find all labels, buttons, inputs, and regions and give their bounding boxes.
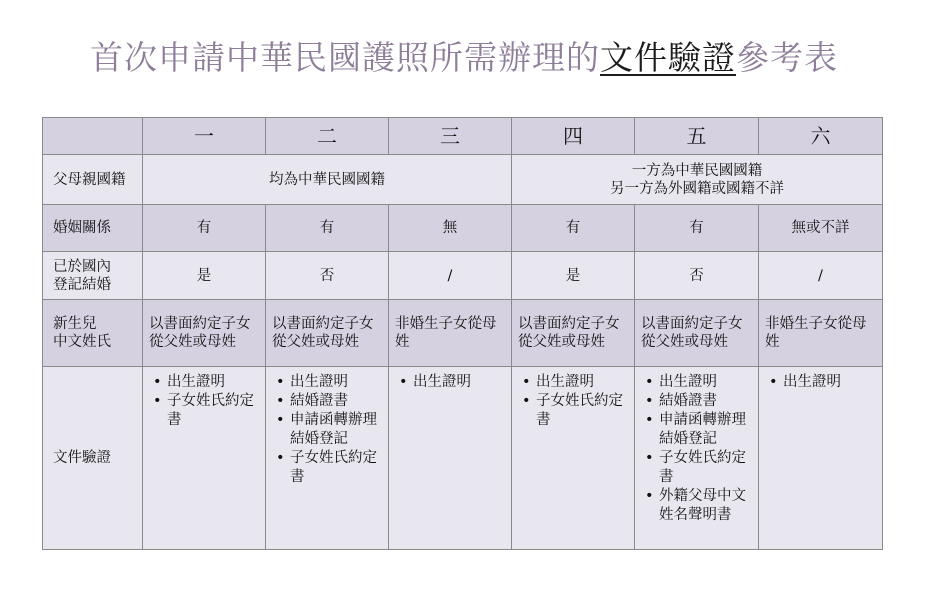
column-header-2: 二 — [266, 118, 389, 155]
table-row-parent-nationality — [43, 155, 883, 205]
nationality-group-b-line1: 一方為中華民國國籍 — [631, 162, 763, 179]
marriage-cell: 有 — [266, 205, 389, 252]
registered-cell: / — [389, 252, 512, 300]
document-item: • 外籍父母中文姓名聲明書 — [659, 487, 752, 525]
corner-cell — [43, 118, 143, 155]
document-item: • 出生證明 — [413, 373, 505, 392]
marriage-cell: 有 — [635, 205, 759, 252]
marriage-cell: 有 — [143, 205, 266, 252]
marriage-cell: 有 — [512, 205, 635, 252]
document-item: • 結婚證書 — [659, 392, 752, 411]
table-row-child-name — [43, 300, 883, 367]
page-title — [0, 36, 928, 80]
document-item: • 申請函轉辦理結婚登記 — [659, 411, 752, 449]
row-label-child-name-line1: 新生兒 — [53, 316, 97, 332]
marriage-cell: 無或不詳 — [759, 205, 883, 252]
row-label-child-name — [43, 300, 143, 367]
row-label-marriage: 婚姻關係 — [43, 205, 143, 252]
column-header-5: 五 — [635, 118, 759, 155]
child-name-cell: 以書面約定子女從父姓或母姓 — [143, 300, 266, 367]
row-label-documents: 文件驗證 — [43, 367, 143, 550]
document-list — [149, 373, 259, 430]
nationality-group-b — [512, 155, 883, 205]
nationality-group-b-line2: 另一方為外國籍或國籍不詳 — [610, 180, 784, 197]
documents-cell — [143, 367, 266, 550]
row-label-registered — [43, 252, 143, 300]
title-suffix: 參考表 — [736, 38, 838, 77]
row-label-parent-nationality: 父母親國籍 — [43, 155, 143, 205]
table-row-marriage — [43, 205, 883, 252]
column-header-6: 六 — [759, 118, 883, 155]
document-item: • 子女姓氏約定書 — [290, 449, 382, 487]
child-name-cell: 非婚生子女從母姓 — [759, 300, 883, 367]
registered-cell: 否 — [635, 252, 759, 300]
document-list — [518, 373, 628, 430]
row-label-child-name-line2: 中文姓氏 — [53, 334, 111, 350]
document-item: • 出生證明 — [536, 373, 628, 392]
marriage-cell: 無 — [389, 205, 512, 252]
column-header-1: 一 — [143, 118, 266, 155]
document-list — [765, 373, 876, 392]
documents-cell — [759, 367, 883, 550]
nationality-group-a: 均為中華民國國籍 — [143, 155, 512, 205]
document-item: • 出生證明 — [659, 373, 752, 392]
child-name-cell: 以書面約定子女從父姓或母姓 — [635, 300, 759, 367]
registered-cell: / — [759, 252, 883, 300]
row-label-registered-line2: 登記結婚 — [53, 276, 111, 293]
document-list — [272, 373, 382, 487]
document-list — [395, 373, 505, 392]
child-name-cell: 以書面約定子女從父姓或母姓 — [266, 300, 389, 367]
title-prefix: 首次申請中華民國護照所需辦理的 — [90, 38, 600, 77]
child-name-cell: 以書面約定子女從父姓或母姓 — [512, 300, 635, 367]
documents-cell — [512, 367, 635, 550]
registered-cell: 否 — [266, 252, 389, 300]
document-item: • 出生證明 — [290, 373, 382, 392]
document-item: • 子女姓氏約定書 — [536, 392, 628, 430]
documents-cell — [266, 367, 389, 550]
documents-cell — [635, 367, 759, 550]
column-header-4: 四 — [512, 118, 635, 155]
document-list — [641, 373, 752, 525]
table-row-documents — [43, 367, 883, 550]
header-row — [43, 118, 883, 155]
title-emphasis: 文件驗證 — [600, 38, 736, 77]
child-name-cell: 非婚生子女從母姓 — [389, 300, 512, 367]
documents-cell — [389, 367, 512, 550]
registered-cell: 是 — [512, 252, 635, 300]
registered-cell: 是 — [143, 252, 266, 300]
document-item: • 子女姓氏約定書 — [167, 392, 259, 430]
column-header-3: 三 — [389, 118, 512, 155]
document-item: • 申請函轉辦理結婚登記 — [290, 411, 382, 449]
document-item: • 出生證明 — [783, 373, 876, 392]
table-row-registered — [43, 252, 883, 300]
document-item: • 子女姓氏約定書 — [659, 449, 752, 487]
document-item: • 結婚證書 — [290, 392, 382, 411]
document-item: • 出生證明 — [167, 373, 259, 392]
reference-table — [42, 117, 883, 550]
row-label-registered-line1: 已於國內 — [53, 258, 111, 275]
